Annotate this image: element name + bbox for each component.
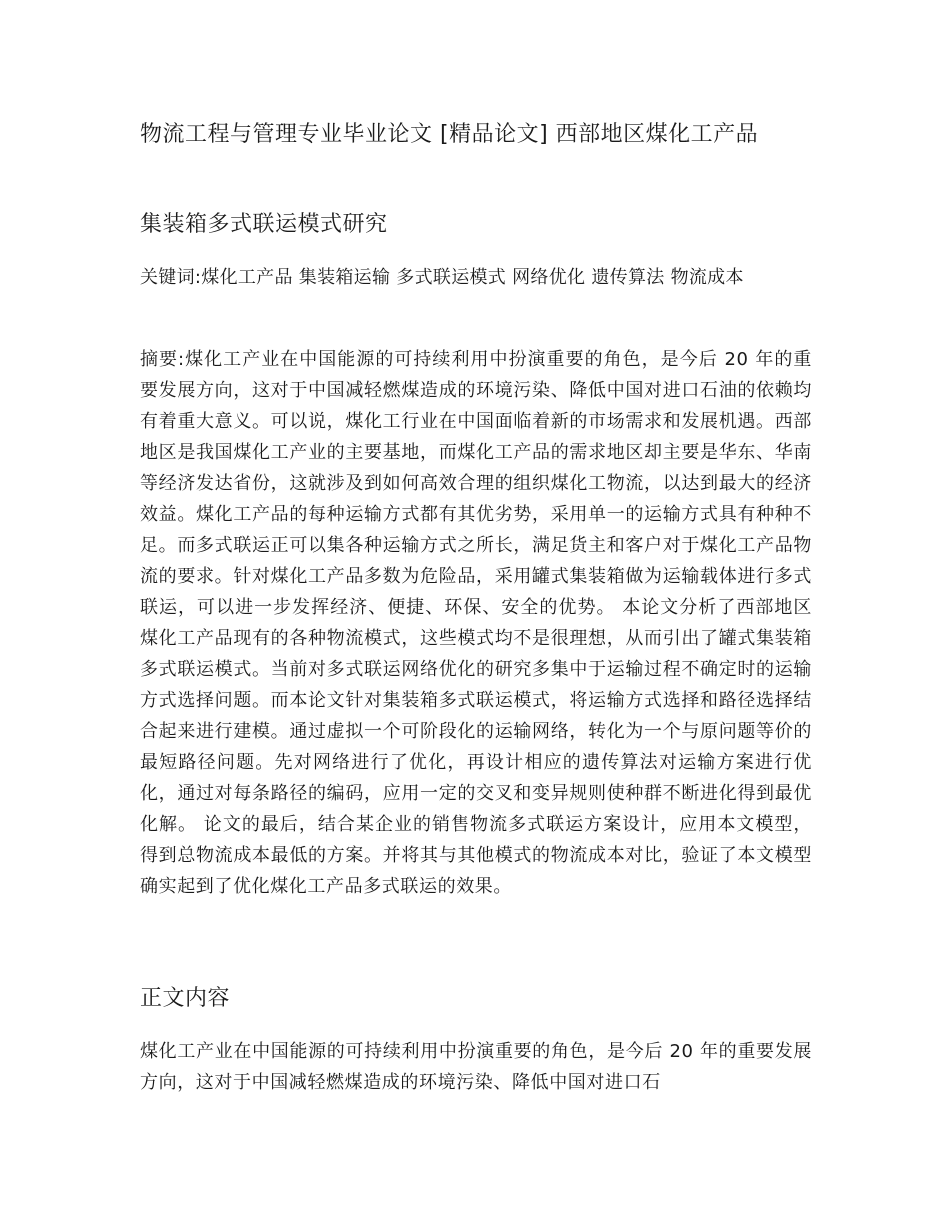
abstract-paragraph: 摘要:煤化工产业在中国能源的可持续利用中扮演重要的角色，是今后 20 年的重要发展方向，这对于中国减轻燃煤造成的环境污染、降低中国对进口石油的依赖均有着重大意义。可以说，煤化工行业在中国面临着新的市场需求和发展机遇。西部地区是我国煤化工产业的主要基地，而煤化工产品的需求地区却主要是华东、华南等经济发达省份，这就涉及到如何高效合理的组织煤化工物流，以达到最大的经济效益。煤化工产品的每种运输方式都有其优劣势，采用单一的运输方式具有种种不足。而多式联运正可以集各种运输方式之所长，满足货主和客户对于煤化工产品物流的要求。针对煤化工产品多数为危险品，采用罐式集装箱做为运输载体进行多式联运，可以进一步发挥经济、便捷、环保、安全的优势。 本论文分析了西部地区煤化工产品现有的各种物流模式，这些模式均不是很理想，从而引出了罐式集装箱多式联运模式。当前对多式联运网络优化的研究多集中于运输过程不确定时的运输方式选择问题。而本论文针对集装箱多式联运模式，将运输方式选择和路径选择结合起来进行建模。通过虚拟一个可阶段化的运输网络，转化为一个与原问题等价的最短路径问题。先对网络进行了优化，再设计相应的遗传算法对运输方案进行优化，通过对每条路径的编码，应用一定的交叉和变异规则使种群不断进化得到最优化解。 论文的最后，结合某企业的销售物流多式联运方案设计，应用本文模型，得到总物流成本最低的方案。并将其与其他模式的物流成本对比，验证了本文模型确实起到了优化煤化工产品多式联运的效果。 [140,349,812,897]
document-title: 物流工程与管理专业毕业论文 [精品论文] 西部地区煤化工产品 [140,122,759,147]
section-heading: 正文内容 [140,986,231,1011]
body-paragraph: 煤化工产业在中国能源的可持续利用中扮演重要的角色，是今后 20 年的重要发展方向，这对于中国减轻燃煤造成的环境污染、降低中国对进口石 [140,1041,812,1093]
keywords-line: 关键词:煤化工产品 集装箱运输 多式联运模式 网络优化 遗传算法 物流成本 [140,267,744,288]
document-subtitle: 集装箱多式联运模式研究 [140,212,388,237]
